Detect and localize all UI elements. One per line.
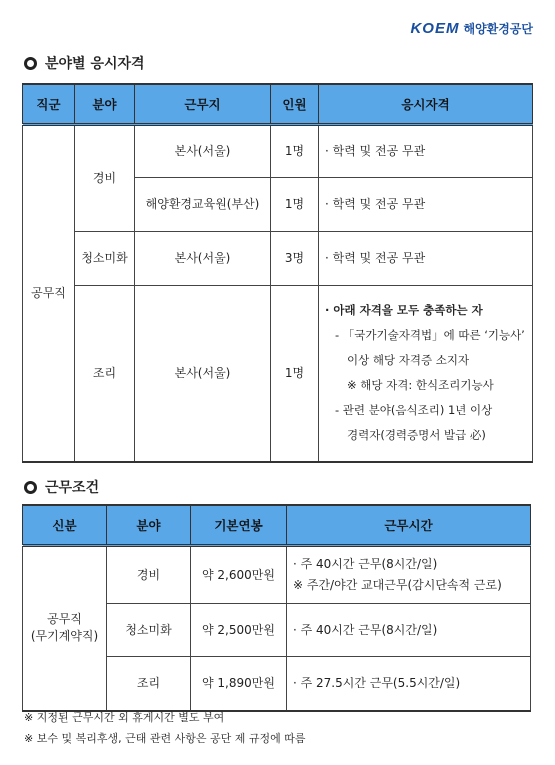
field-cell: 조리: [75, 286, 135, 462]
logo-mark: KOEM: [410, 20, 460, 37]
header-status: 신분: [23, 505, 107, 546]
hours-line: ※ 주간/야간 교대근무(감시단속적 근로): [293, 578, 502, 592]
count-cell: 1명: [271, 125, 319, 178]
table-row: [23, 125, 533, 178]
hours-cell: · 주 40시간 근무(8시간/일): [287, 604, 531, 657]
header-job-group: 직군: [23, 84, 75, 125]
table-row: [23, 286, 533, 462]
brand-logo: [410, 20, 533, 37]
notes: [24, 707, 305, 749]
section2-heading: [24, 477, 99, 497]
status-line: (무기계약직): [30, 629, 99, 644]
location-cell: 본사(서울): [135, 125, 271, 178]
table-row: [23, 546, 531, 604]
ring-bullet-icon: [24, 57, 37, 70]
header-field: 분야: [75, 84, 135, 125]
header-hours: 근무시간: [287, 505, 531, 546]
location-cell: 해양환경교육원(부산): [135, 178, 271, 232]
note-line: ※ 보수 및 복리후생, 근태 관련 사항은 공단 제 규정에 따름: [24, 732, 306, 745]
count-cell: 3명: [271, 232, 319, 286]
section2-title: 근무조건: [45, 480, 100, 496]
header-location: 근무지: [135, 84, 271, 125]
count-cell: 1명: [271, 178, 319, 232]
qual-line: - 「국가기술자격법」에 따른 ‘기능사’: [335, 328, 525, 343]
qualification-cell: · 학력 및 전공 무관: [319, 178, 533, 232]
section1-title: 분야별 응시자격: [45, 56, 145, 72]
table-header-row: [23, 84, 533, 125]
status-line: 공무직: [47, 612, 82, 627]
header-field: 분야: [107, 505, 191, 546]
location-cell: 본사(서울): [135, 286, 271, 462]
logo-text: 해양환경공단: [463, 22, 533, 36]
section1-heading: [24, 53, 145, 73]
qualification-cell: · 학력 및 전공 무관: [319, 232, 533, 286]
location-cell: 본사(서울): [135, 232, 271, 286]
header-count: 인원: [271, 84, 319, 125]
qualification-cell: [319, 286, 533, 462]
note-line: ※ 지정된 근무시간 외 휴게시간 별도 부여: [24, 711, 225, 724]
hours-line: · 주 40시간 근무(8시간/일): [293, 557, 438, 571]
hours-cell: [287, 546, 531, 604]
job-group-cell: 공무직: [23, 125, 75, 462]
field-cell: 청소미화: [107, 604, 191, 657]
qual-line: · 아래 자격을 모두 충족하는 자: [325, 303, 483, 318]
status-cell: [23, 546, 107, 711]
field-cell: 조리: [107, 657, 191, 711]
working-conditions-table: [22, 504, 531, 712]
ring-bullet-icon: [24, 481, 37, 494]
field-cell: 경비: [107, 546, 191, 604]
table-header-row: [23, 505, 531, 546]
qual-line: 이상 해당 자격증 소지자: [347, 353, 470, 368]
qualification-table: [22, 83, 533, 463]
qual-line: 경력자(경력증명서 발급 必): [347, 428, 486, 443]
table-row: [23, 232, 533, 286]
hours-cell: · 주 27.5시간 근무(5.5시간/일): [287, 657, 531, 711]
qual-line: - 관련 분야(음식조리) 1년 이상: [335, 403, 493, 418]
count-cell: 1명: [271, 286, 319, 462]
salary-cell: 약 1,890만원: [191, 657, 287, 711]
qualification-cell: · 학력 및 전공 무관: [319, 125, 533, 178]
qual-line: ※ 해당 자격: 한식조리기능사: [347, 378, 494, 393]
field-cell: 경비: [75, 125, 135, 232]
header-salary: 기본연봉: [191, 505, 287, 546]
field-cell: 청소미화: [75, 232, 135, 286]
salary-cell: 약 2,500만원: [191, 604, 287, 657]
header-qualification: 응시자격: [319, 84, 533, 125]
salary-cell: 약 2,600만원: [191, 546, 287, 604]
